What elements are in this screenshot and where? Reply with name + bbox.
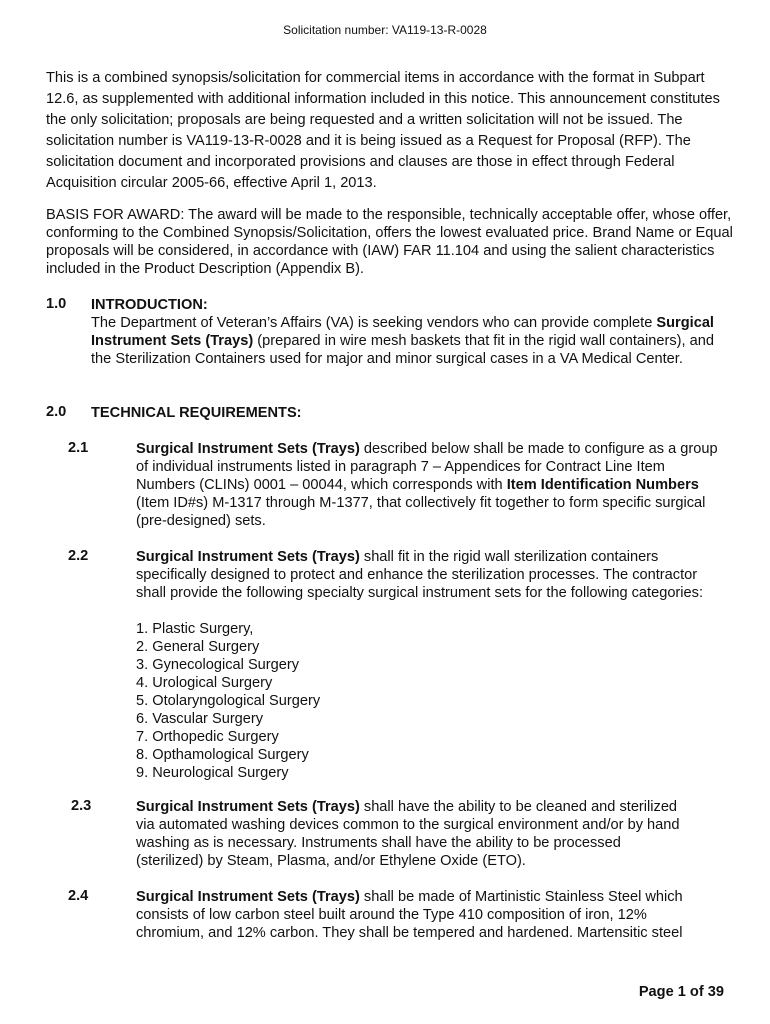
solicitation-header: Solicitation number: VA119-13-R-0028: [283, 23, 487, 37]
list-item: 7. Orthopedic Surgery: [136, 729, 279, 745]
section-2-4-text: [136, 888, 716, 942]
list-item: 5. Otolaryngological Surgery: [136, 693, 321, 709]
section-1-number: 1.0: [46, 296, 67, 312]
section-2-number: 2.0: [46, 404, 67, 420]
section-2-title: TECHNICAL REQUIREMENTS:: [91, 405, 302, 421]
section-2-1-bold: Surgical Instrument Sets (Trays): [136, 441, 360, 457]
surgery-category-list: [136, 620, 320, 782]
list-item: 8. Opthamological Surgery: [136, 747, 309, 763]
list-item: 3. Gynecological Surgery: [136, 657, 300, 673]
list-item: 6. Vascular Surgery: [136, 711, 264, 727]
list-item: 9. Neurological Surgery: [136, 765, 289, 781]
section-2-1-bold-2: Item Identification Numbers: [506, 477, 699, 493]
page-number: Page 1 of 39: [638, 984, 724, 1000]
section-1-text: [91, 314, 731, 368]
list-item: 2. General Surgery: [136, 639, 260, 655]
section-2-3-text-body: shall have the ability to be cleaned and sterilized via automated washing devices common to the surgical environment and/or by hand washing as is necessary. Instruments shall have the ability to be processed (sterilized) by Steam, Plasma, and/or Ethylene Oxide (ETO).: [136, 799, 680, 869]
section-1-text-a: The Department of Veteran’s Affairs (VA) is seeking vendors who can provide complete: [91, 315, 657, 331]
section-2-4-bold: Surgical Instrument Sets (Trays): [136, 889, 360, 905]
basis-for-award-paragraph: BASIS FOR AWARD: The award will be made to the responsible, technically acceptable offer, whose offer, conforming to the Combined Synopsis/Solicitation, offers the lowest evaluated price. Brand Name or Equal proposals will be considered, in accordance with (IAW) FAR 11.104 and using the salient characteristics included in the Product Description (Appendix B).: [46, 207, 733, 277]
section-1-title: INTRODUCTION:: [91, 297, 208, 313]
section-2-1-text: [136, 440, 726, 530]
section-2-4-number: 2.4: [68, 888, 89, 904]
section-2-1-text-a: described below shall be made to configure as a group of individual instruments listed in paragraph 7 – Appendices for Contract Line Item Numbers (CLINs) 0001 – 00044, which corresponds with: [136, 441, 718, 493]
section-2-4-text-body: shall be made of Martinistic Stainless Steel which consists of low carbon steel built around the Type 410 composition of iron, 12% chromium, and 12% carbon. They shall be tempered and hardened. Martensitic steel: [136, 889, 683, 941]
list-item: 4. Urological Surgery: [136, 675, 273, 691]
section-2-2-text-body: shall fit in the rigid wall sterilization containers specifically designed to protect and enhance the sterilization processes. The contractor shall provide the following specialty surgical instrument sets for the following categories:: [136, 549, 704, 601]
section-2-3-number: 2.3: [71, 798, 92, 814]
section-1-text-b: (prepared in wire mesh baskets that fit in the rigid wall containers), and the Sterilization Containers used for major and minor surgical cases in a VA Medical Center.: [91, 333, 714, 367]
list-item: 1. Plastic Surgery,: [136, 621, 254, 637]
intro-paragraph: This is a combined synopsis/solicitation for commercial items in accordance with the format in Subpart 12.6, as supplemented with additional information included in this notice. This announcement constitutes the only solicitation; proposals are being requested and a written solicitation will not be issued. The solicitation number is VA119-13-R-0028 and it is being issued as a Request for Proposal (RFP). The solicitation document and incorporated provisions and clauses are those in effect through Federal Acquisition circular 2005-66, effective April 1, 2013.: [46, 70, 720, 191]
section-1-bold: Surgical Instrument Sets (Trays): [91, 315, 714, 349]
section-2-1-text-b: (Item ID#s) M-1317 through M-1377, that collectively fit together to form specific surgical (pre-designed) sets.: [136, 495, 706, 529]
section-2-3-bold: Surgical Instrument Sets (Trays): [136, 799, 360, 815]
section-2-1-number: 2.1: [68, 440, 89, 456]
section-2-2-text: [136, 548, 731, 602]
section-2-3-text: [136, 798, 691, 870]
section-2-2-bold: Surgical Instrument Sets (Trays): [136, 549, 360, 565]
section-1-body: [91, 296, 731, 368]
section-2-2-number: 2.2: [68, 548, 89, 564]
